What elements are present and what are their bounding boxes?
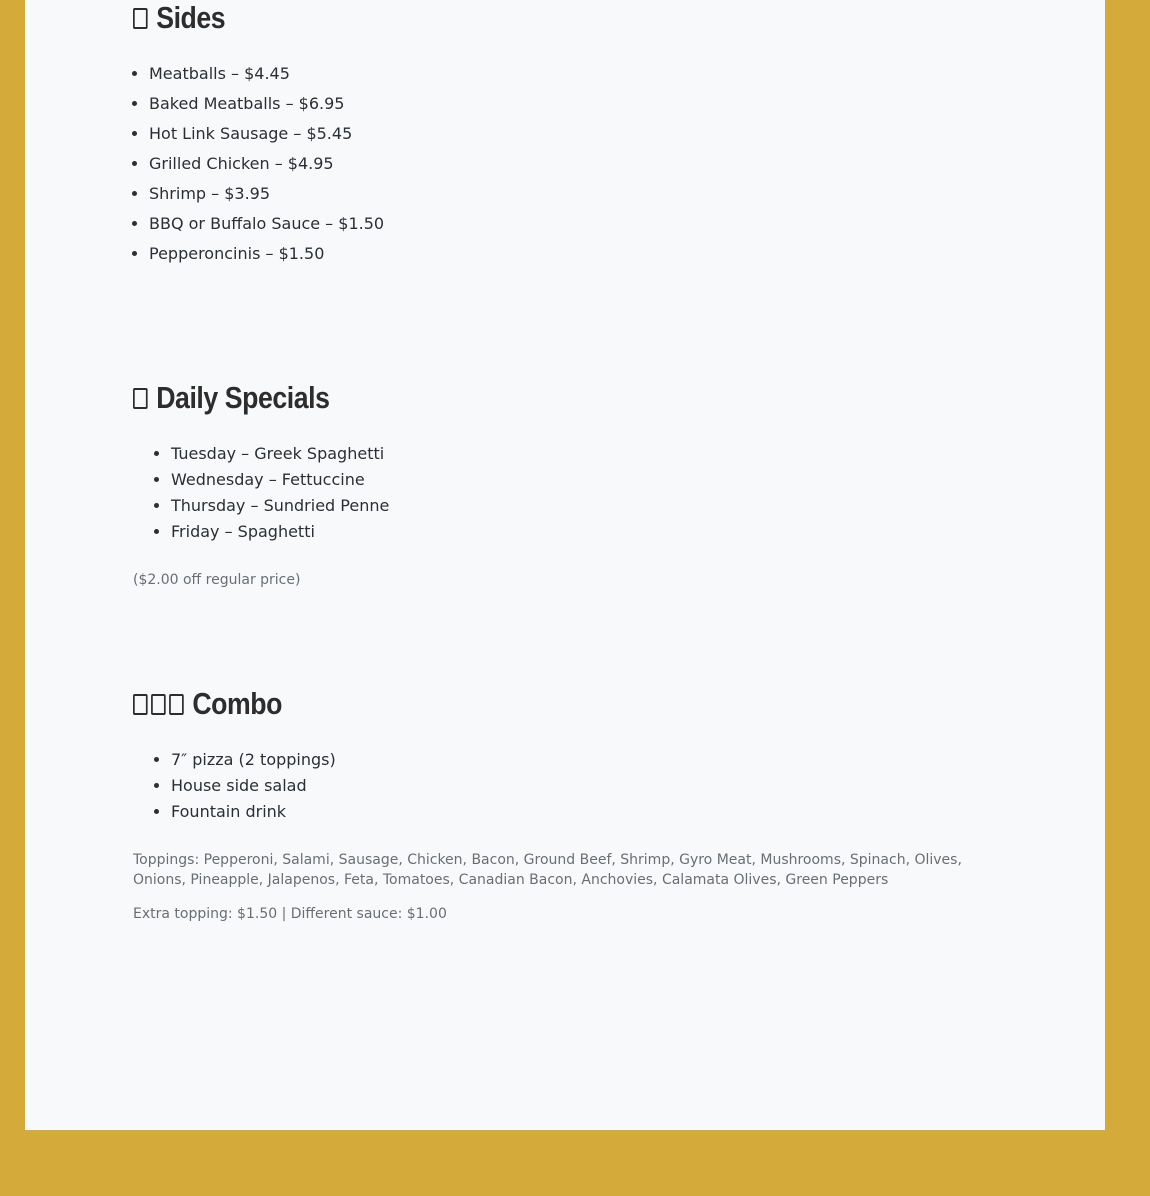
glyph-box-icon	[169, 694, 184, 715]
combo-heading	[133, 684, 282, 724]
list-item: • Baked Meatballs – $6.95	[149, 89, 384, 119]
daily-specials-list	[133, 441, 389, 545]
list-item: • House side salad	[171, 773, 336, 799]
glyph-box-icon	[133, 8, 148, 29]
menu-panel	[25, 0, 1105, 1130]
sides-title-text: Sides	[156, 0, 226, 35]
combo-toppings-text: Toppings: Pepperoni, Salami, Sausage, Chicken, Bacon, Ground Beef, Shrimp, Gyro Meat, Mushrooms, Spinach, Olives, Onions, Pineapple, Jalapenos, Feta, Tomatoes, Canadian Bacon, Anchovies, Calamata Olives, Green Peppers	[133, 852, 962, 888]
glyph-box-icon	[151, 694, 166, 715]
daily-specials-note: ($2.00 off regular price)	[133, 572, 301, 588]
list-item: • Pepperoncinis – $1.50	[149, 239, 384, 269]
sides-heading	[133, 0, 225, 38]
list-item: • Grilled Chicken – $4.95	[149, 149, 384, 179]
daily-specials-heading	[133, 378, 330, 418]
sides-list	[133, 59, 384, 269]
list-item: • Tuesday – Greek Spaghetti	[171, 441, 389, 467]
list-item: • Friday – Spaghetti	[171, 519, 389, 545]
daily-specials-title-text: Daily Specials	[156, 380, 330, 415]
glyph-box-icon	[133, 388, 148, 409]
list-item: • Thursday – Sundried Penne	[171, 493, 389, 519]
list-item: • 7″ pizza (2 toppings)	[171, 747, 336, 773]
list-item: • Meatballs – $4.45	[149, 59, 384, 89]
combo-list	[133, 747, 336, 825]
glyph-box-icon	[133, 694, 148, 715]
combo-title-text: Combo	[192, 686, 283, 721]
list-item: • Fountain drink	[171, 799, 336, 825]
list-item: • Shrimp – $3.95	[149, 179, 384, 209]
list-item: • BBQ or Buffalo Sauce – $1.50	[149, 209, 384, 239]
list-item: • Wednesday – Fettuccine	[171, 467, 389, 493]
list-item: • Hot Link Sausage – $5.45	[149, 119, 384, 149]
combo-extras-text: Extra topping: $1.50 | Different sauce: $1.00	[133, 906, 447, 922]
